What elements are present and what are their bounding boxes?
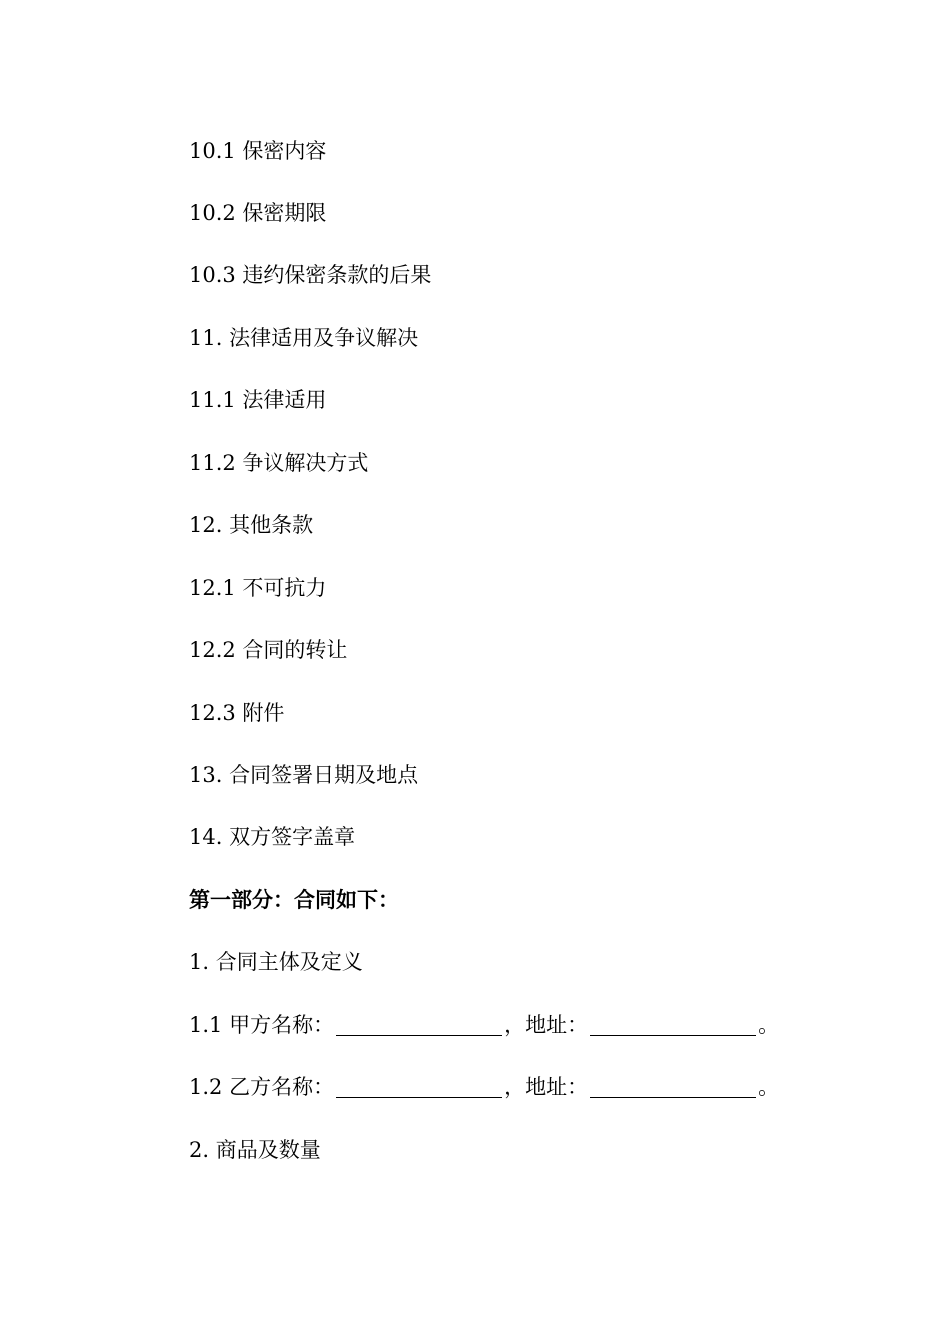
party-b-end: 。 [758, 1075, 780, 1099]
party-a-address-label: ，地址： [504, 1013, 589, 1037]
clause-12-1: 12.1 不可抗力 [189, 576, 327, 600]
clause-12-3: 12.3 附件 [189, 701, 285, 725]
section-heading: 第一部分：合同如下： [189, 887, 399, 912]
section-1-title: 1. 合同主体及定义 [189, 950, 363, 974]
party-b-address-label: ，地址： [504, 1075, 589, 1099]
section-2-title: 2. 商品及数量 [189, 1138, 321, 1162]
party-a-line [189, 1009, 779, 1041]
clause-10-3: 10.3 违约保密条款的后果 [189, 263, 432, 287]
party-b-line [189, 1071, 779, 1103]
clause-11-1: 11.1 法律适用 [189, 388, 327, 412]
party-a-name-blank [336, 1011, 502, 1036]
clause-12-2: 12.2 合同的转让 [189, 638, 348, 662]
party-a-label: 1.1 甲方名称： [189, 1013, 335, 1037]
clause-13: 13. 合同签署日期及地点 [189, 763, 419, 787]
clause-10-2: 10.2 保密期限 [189, 201, 327, 225]
party-a-address-blank [590, 1011, 756, 1036]
clause-11: 11. 法律适用及争议解决 [189, 326, 419, 350]
clause-11-2: 11.2 争议解决方式 [189, 451, 369, 475]
party-b-name-blank [336, 1073, 502, 1098]
party-a-end: 。 [758, 1013, 780, 1037]
party-b-address-blank [590, 1073, 756, 1098]
party-b-label: 1.2 乙方名称： [189, 1075, 335, 1099]
clause-12: 12. 其他条款 [189, 513, 314, 537]
clause-14: 14. 双方签字盖章 [189, 825, 356, 849]
clause-10-1: 10.1 保密内容 [189, 139, 327, 163]
